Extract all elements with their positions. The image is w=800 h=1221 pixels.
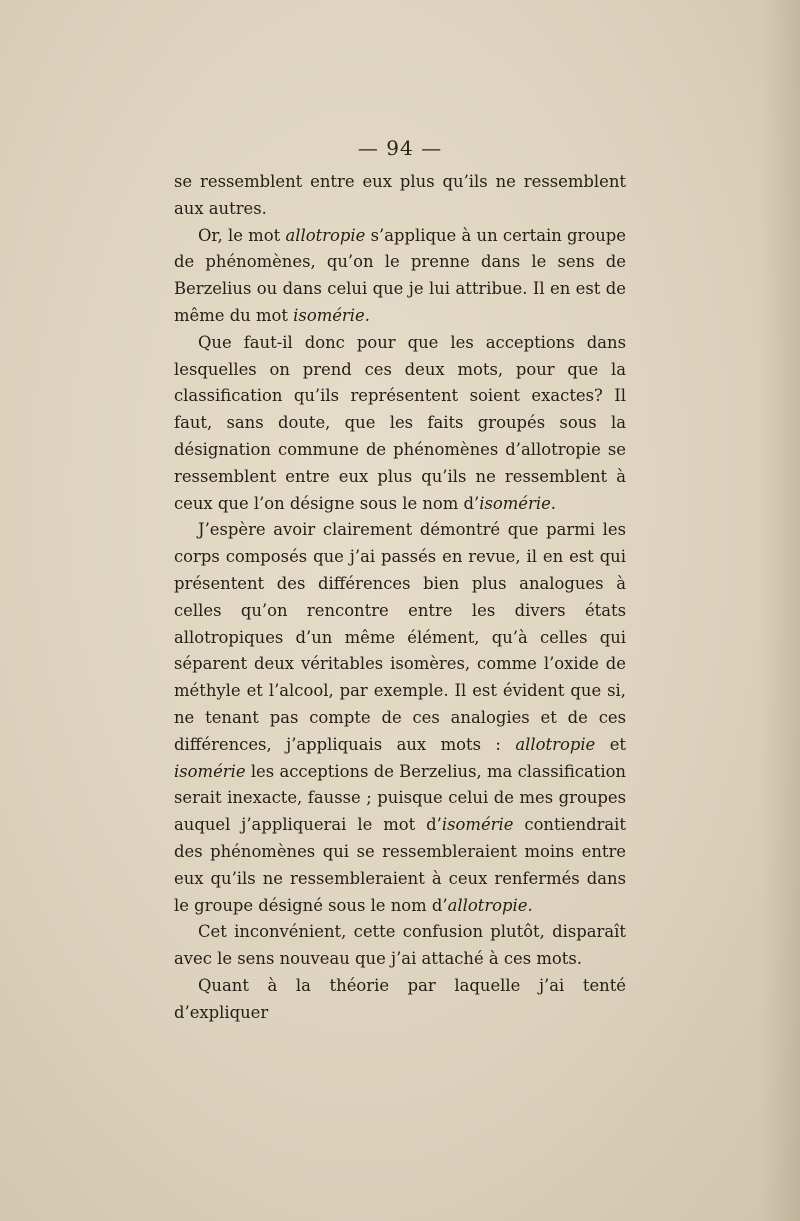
italic-term: isomérie (174, 761, 246, 781)
italic-term: allotropie (285, 225, 366, 245)
italic-term: isomérie. (293, 305, 370, 325)
text-run: s’applique à un certain groupe de phénomènes, qu’on le prenne dans le sens de Berzelius ou dans celui que je lui attribue. Il en est de même du mot (174, 225, 626, 325)
text-run: Que faut-il donc pour que les acceptions dans lesquelles on prend ces deux mots, pour que la classification qu’ils représentent soient exactes? Il faut, sans doute, que les faits groupés sous la désignation commune de phénomènes d’allotropie se ressemblent entre eux plus qu’ils ne ressemblent à ceux que l’on désigne sous le nom d’ (174, 332, 626, 513)
paragraph (174, 330, 626, 518)
italic-term: allotropie (515, 734, 596, 754)
text-run: Or, le mot (198, 225, 286, 245)
text-run: J’espère avoir clairement démontré que parmi les corps composés que j’ai passés en revue, il en est qui présentent des différences bien plus analogues à celles qu’on rencontre entre les divers états allotropiques d’un même élément, qu’à celles qui séparent deux véritables isomères, comme l’oxide de méthyle et l’alcool, par exemple. Il est évident que si, ne tenant pas compte de ces analogies et de ces différences, j’appliquais aux mots : (174, 520, 626, 754)
paragraph (174, 517, 626, 919)
italic-term: isomérie. (479, 493, 556, 513)
paragraph (174, 919, 626, 973)
page-number: — 94 — (357, 136, 443, 160)
body-text (174, 169, 626, 1027)
text-run: se ressemblent entre eux plus qu’ils ne ressemblent aux autres. (174, 172, 626, 218)
text-run: et (595, 734, 626, 754)
italic-term: isomérie (441, 815, 514, 835)
paragraph (174, 973, 626, 1027)
text-run: Quant à la théorie par laquelle j’ai tenté d’expliquer (174, 975, 626, 1022)
italic-term: allotropie. (447, 895, 533, 915)
paragraph (174, 223, 626, 330)
text-run: Cet inconvénient, cette confusion plutôt, disparaît avec le sens nouveau que j’ai attaché à ces mots. (174, 922, 626, 969)
paragraph (174, 169, 626, 223)
text-run: les acceptions de Berzelius, ma classification serait inexacte, fausse ; puisque celui de mes groupes auquel j’appliquerai le mot d’ (174, 761, 626, 835)
text-run: contiendrait des phénomènes qui se ressembleraient moins entre eux qu’ils ne ressembleraient à ceux renfermés dans le groupe désigné sous le nom d’ (174, 815, 627, 915)
